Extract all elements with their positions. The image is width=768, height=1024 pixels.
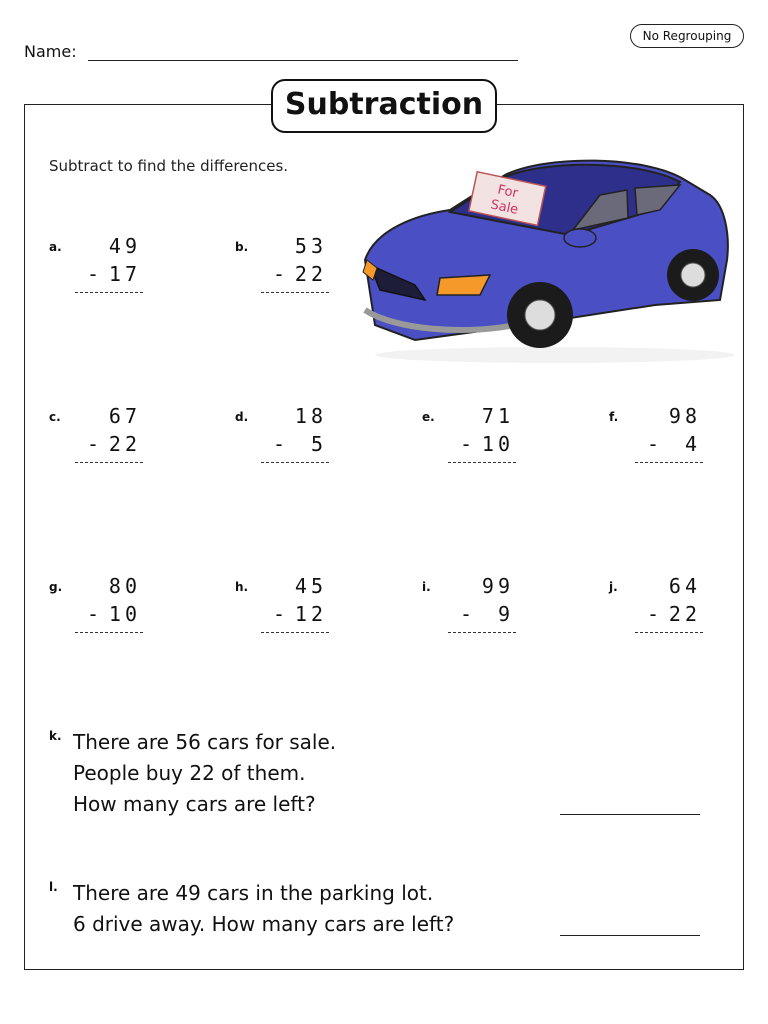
name-label: Name: xyxy=(24,42,77,61)
problem-e xyxy=(422,404,532,466)
problem-label: i. xyxy=(422,580,431,594)
minus-sign: - xyxy=(647,602,660,626)
subtrahend: 9 xyxy=(497,602,514,626)
minuend: 71 xyxy=(481,404,514,428)
problem-label: a. xyxy=(49,240,62,254)
instructions: Subtract to find the differences. xyxy=(49,157,289,175)
minuend: 80 xyxy=(108,574,141,598)
subtrahend: 17 xyxy=(108,262,141,286)
subtrahend: 22 xyxy=(294,262,327,286)
problem-label: b. xyxy=(235,240,249,254)
minuend: 98 xyxy=(668,404,701,428)
minus-sign: - xyxy=(273,432,286,456)
word-problem-l xyxy=(49,878,455,940)
subtrahend: 22 xyxy=(668,602,701,626)
page-title: Subtraction xyxy=(271,79,497,133)
minuend: 67 xyxy=(108,404,141,428)
subtrahend: 10 xyxy=(108,602,141,626)
name-field-line[interactable] xyxy=(88,60,518,61)
answer-line-l[interactable] xyxy=(560,935,700,936)
minuend: 53 xyxy=(294,234,327,258)
problem-f xyxy=(609,404,719,466)
word-problem-label: l. xyxy=(49,880,58,894)
problem-label: e. xyxy=(422,410,435,424)
answer-line[interactable] xyxy=(448,632,516,633)
word-problem-label: k. xyxy=(49,729,62,743)
subtrahend: 10 xyxy=(481,432,514,456)
subtrahend: 12 xyxy=(294,602,327,626)
answer-line-k[interactable] xyxy=(560,814,700,815)
answer-line[interactable] xyxy=(261,292,329,293)
answer-line[interactable] xyxy=(635,632,703,633)
word-problem-line: 6 drive away. How many cars are left? xyxy=(73,912,455,936)
minuend: 99 xyxy=(481,574,514,598)
problem-i xyxy=(422,574,532,636)
answer-line[interactable] xyxy=(448,462,516,463)
minus-sign: - xyxy=(87,602,100,626)
sign-text-sale: Sale xyxy=(489,197,520,218)
word-problem-line: There are 49 cars in the parking lot. xyxy=(73,881,434,905)
minus-sign: - xyxy=(273,262,286,286)
no-regrouping-badge: No Regrouping xyxy=(630,24,744,48)
car-for-sale-illustration xyxy=(355,140,735,370)
problem-a xyxy=(49,234,159,296)
sign-text-for: For xyxy=(496,182,520,202)
minuend: 64 xyxy=(668,574,701,598)
problem-c xyxy=(49,404,159,466)
problem-label: f. xyxy=(609,410,619,424)
minus-sign: - xyxy=(87,262,100,286)
answer-line[interactable] xyxy=(75,292,143,293)
answer-line[interactable] xyxy=(635,462,703,463)
problem-label: g. xyxy=(49,580,63,594)
word-problem-line: People buy 22 of them. xyxy=(73,761,306,785)
answer-line[interactable] xyxy=(261,632,329,633)
minus-sign: - xyxy=(87,432,100,456)
minus-sign: - xyxy=(460,432,473,456)
minuend: 45 xyxy=(294,574,327,598)
subtrahend: 5 xyxy=(310,432,327,456)
problem-h xyxy=(235,574,345,636)
answer-line[interactable] xyxy=(75,632,143,633)
problem-label: c. xyxy=(49,410,61,424)
answer-line[interactable] xyxy=(261,462,329,463)
word-problem-line: There are 56 cars for sale. xyxy=(73,730,337,754)
minus-sign: - xyxy=(647,432,660,456)
problem-d xyxy=(235,404,345,466)
minus-sign: - xyxy=(460,602,473,626)
problem-label: j. xyxy=(609,580,618,594)
minuend: 18 xyxy=(294,404,327,428)
problem-label: h. xyxy=(235,580,249,594)
minus-sign: - xyxy=(273,602,286,626)
minuend: 49 xyxy=(108,234,141,258)
problem-j xyxy=(609,574,719,636)
answer-line[interactable] xyxy=(75,462,143,463)
word-problem-k xyxy=(49,727,337,820)
subtrahend: 22 xyxy=(108,432,141,456)
problem-label: d. xyxy=(235,410,249,424)
problem-b xyxy=(235,234,345,296)
word-problem-line: How many cars are left? xyxy=(73,792,316,816)
problem-g xyxy=(49,574,159,636)
subtrahend: 4 xyxy=(684,432,701,456)
